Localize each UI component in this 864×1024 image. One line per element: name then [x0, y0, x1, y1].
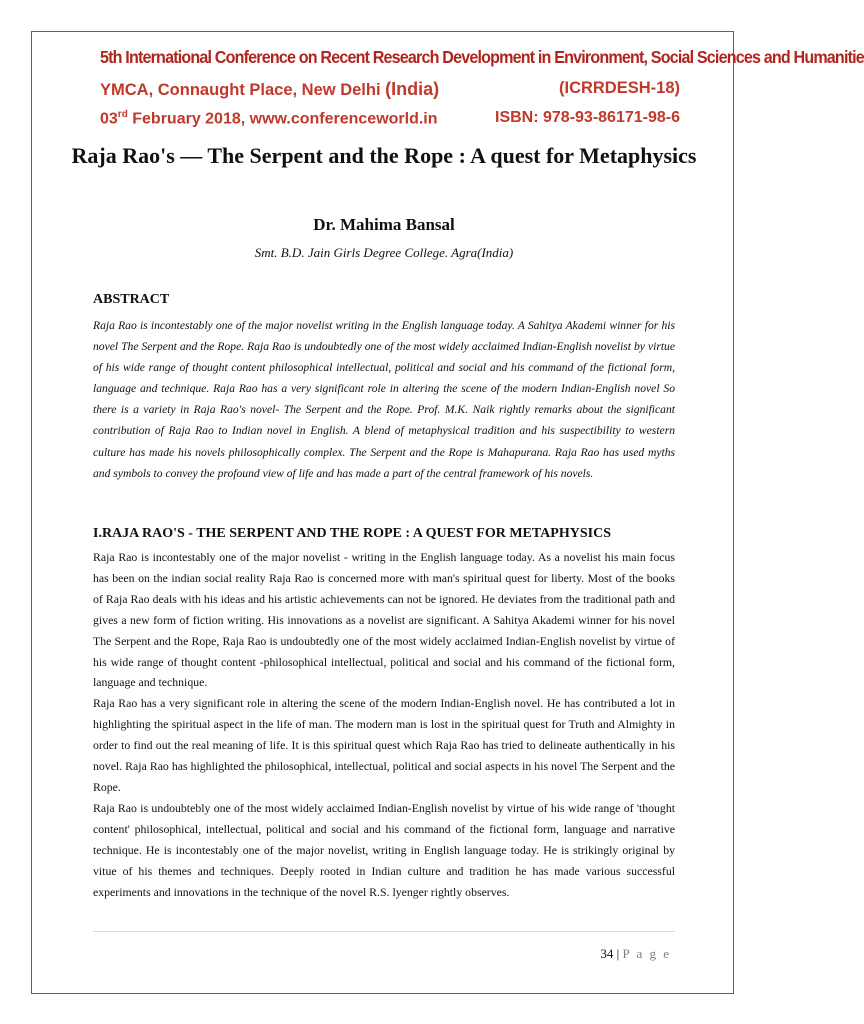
- abstract-heading: ABSTRACT: [93, 292, 170, 307]
- page-separator: |: [613, 946, 623, 961]
- date-day: 03: [100, 110, 118, 128]
- author-affiliation: Smt. B.D. Jain Girls Degree College. Agra(India): [254, 245, 514, 260]
- paper-title: Raja Rao's — The Serpent and the Rope : A quest for Metaphysics: [71, 143, 697, 168]
- section-heading: I.RAJA RAO'S - THE SERPENT AND THE ROPE : A QUEST FOR METAPHYSICS: [93, 526, 611, 541]
- page-number: [600, 946, 671, 962]
- date-suffix: rd: [117, 109, 128, 120]
- conference-acronym: (ICRRDESH-18): [558, 79, 680, 97]
- date-website: February 2018, www.conferenceworld.in: [127, 110, 438, 128]
- venue-row: [100, 79, 680, 100]
- section-body: [93, 547, 675, 902]
- date-row: [100, 109, 680, 128]
- conference-date: [100, 109, 438, 128]
- page-number-value: 34: [600, 946, 614, 961]
- isbn: ISBN: 978-93-86171-98-6: [495, 109, 680, 126]
- footer-divider: [93, 931, 675, 932]
- page-label: P a g e: [622, 946, 671, 961]
- conference-title: 5th International Conference on Recent Research Development in Environment, Social Sciences and Humanitie: [100, 47, 864, 67]
- venue-location: YMCA, Connaught Place, New Delhi: [100, 81, 386, 99]
- body-paragraph: Raja Rao is incontestably one of the major novelist - writing in the English language today. As a novelist his main focus has been on the indian social reality Raja Rao is concerned more with man's spiritual quest for liberty. Most of the books of Raja Rao deals with his ideas and his artistic achievements can not be ignored. He deviates from the traditional path and gives a new form of fiction writing. His innovations as a novelist are significant. A Sahitya Akademi winner for his novel The Serpent and the Rope, Raja Rao is undoubtedly one of the most widely acclaimed Indian-English novelist by virtue of his wide range of thought content -philosophical intellectual, political and social and his command of the fictional form, language and technique.: [93, 550, 675, 690]
- venue-country: (India): [385, 79, 440, 99]
- venue: [100, 79, 439, 100]
- paper-author: Dr. Mahima Bansal: [313, 215, 455, 234]
- abstract-text: Raja Rao is incontestably one of the major novelist writing in the English language today. A Sahitya Akademi winner for his novel The Serpent and the Rope. Raja Rao is undoubtedly one of the most widely acclaimed Indian-English novelist by virtue of his wide range of thought content philosophical intellectual, political and social and his command of the fictional form, language and technique. Raja Rao has a very significant role in altering the scene of the modern Indian-English novel So there is a variety in Raja Rao's novel- The Serpent and the Rope. Prof. M.K. Naik rightly remarks about the significant contribution of Raja Rao to Indian novel in English. A blend of metaphysical tradition and his suspectibility to western culture has made his novels philosophically complex. The Serpent and the Rope is Mahapurana. Raja Rao has used myths and symbols to convey the profound view of life and has made a part of the central framework of his novels.: [93, 319, 675, 480]
- body-paragraph: Raja Rao is undoubtebly one of the most widely acclaimed Indian-English novelist by virtue of his wide range of 'thought content' philosophical, intellectual, political and social and his command of the fictional form, language and narrative technique. He is incontestably one of the major novelist, writing in English language today. He is strikingly original by vitue of his themes and techniques. Deeply rooted in Indian culture and tradition he has made various successful experiments and innovations in the technique of the novel R.S. lyenger rightly observes.: [93, 800, 675, 899]
- body-paragraph: Raja Rao has a very significant role in altering the scene of the modern Indian-English novel. He has contributed a lot in highlighting the spiritual aspect in the life of man. The modern man is lost in the spiritual quest for Truth and Almighty in order to find out the real meaning of life. It is this spiritual quest which Raja Rao has tried to delineate authentically in his novel. Raja Rao has highlighted the philosophical, intellectual, political and social aspects in his novel The Serpent and the Rope.: [93, 696, 675, 794]
